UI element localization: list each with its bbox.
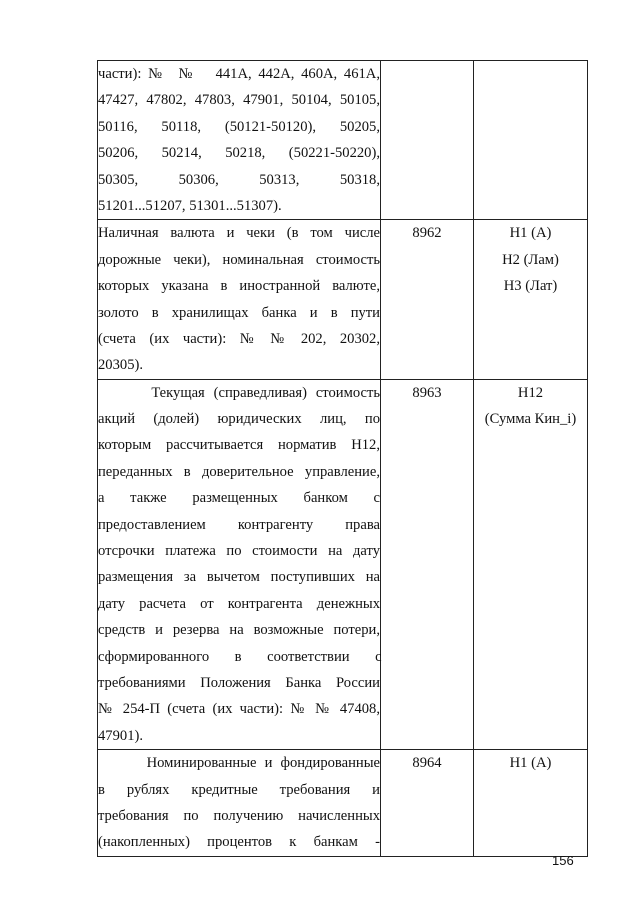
description-line: дорожные чеки), номинальная стоимость <box>98 251 380 268</box>
description-line: которым рассчитывается норматив Н12, <box>98 437 380 454</box>
description-line: сформированного в соответствии с <box>98 648 382 665</box>
description-line: № 254-П (счета (их части): № № 47408, <box>98 701 380 718</box>
code-cell <box>381 220 474 379</box>
description-line: золото в хранилищах банка и в пути <box>98 304 380 321</box>
table-row <box>98 750 588 857</box>
description-cell <box>98 220 381 379</box>
requirements-table <box>97 60 588 857</box>
indicator-cell <box>474 61 588 220</box>
description-line: 47427, 47802, 47803, 47901, 50104, 50105, <box>98 92 380 109</box>
description-line: (накопленных) процентов к банкам - <box>98 834 380 851</box>
description-line: переданных в доверительное управление, <box>98 463 380 480</box>
description-line: части): № № 441А, 442А, 460А, 461А, <box>98 66 380 82</box>
code-cell <box>381 379 474 749</box>
description-cell <box>98 379 381 749</box>
description-line: Наличная валюта и чеки (в том числе <box>98 225 380 242</box>
description-line: 47901). <box>98 727 143 744</box>
code-value: 8963 <box>412 384 442 401</box>
code-value: 8964 <box>412 755 442 772</box>
description-line: акций (долей) юридических лиц, по <box>98 411 380 428</box>
page-number: 156 <box>552 853 574 868</box>
description-line: 50206, 50214, 50218, (50221-50220), <box>98 145 380 162</box>
table-row <box>98 61 588 220</box>
indicator-cell <box>474 220 588 379</box>
description-line: 50305, 50306, 50313, 50318, <box>98 171 380 188</box>
table-row <box>98 379 588 749</box>
description-cell <box>98 61 381 220</box>
code-cell <box>381 61 474 220</box>
description-line: 50116, 50118, (50121-50120), 50205, <box>98 118 380 135</box>
description-line: отсрочки платежа по стоимости на дату <box>98 543 380 560</box>
description-line: предоставлением контрагенту права <box>98 516 380 533</box>
description-line: требованиями Положения Банка России <box>98 674 380 691</box>
description-line: размещения за вычетом поступивших на <box>98 569 380 586</box>
indicator-value: Н12 <box>517 384 544 401</box>
indicator-cell <box>474 379 588 749</box>
indicator-value: Н2 (Лам) <box>502 251 559 268</box>
indicator-cell <box>474 750 588 857</box>
description-line: в рублях кредитные требования и <box>98 781 380 798</box>
description-line: Номинированные и фондированные <box>98 755 380 772</box>
indicator-value: Н1 (А) <box>509 225 552 242</box>
description-line: а также размещенных банком с <box>98 490 380 507</box>
description-line: требования по получению начисленных <box>98 807 380 824</box>
description-line: (счета (их части): № № 202, 20302, <box>98 330 380 347</box>
description-line: средств и резерва на возможные потери, <box>98 622 380 639</box>
description-line: Текущая (справедливая) стоимость <box>98 384 380 401</box>
indicator-value: Н1 (А) <box>509 755 552 772</box>
description-line: 20305). <box>98 357 143 374</box>
description-line: дату расчета от контрагента денежных <box>98 595 380 612</box>
code-cell <box>381 750 474 857</box>
indicator-value: (Сумма Кин_i) <box>484 411 577 428</box>
table-row <box>98 220 588 379</box>
description-cell <box>98 750 381 857</box>
indicator-value: Н3 (Лат) <box>503 278 558 295</box>
table-body <box>98 61 588 857</box>
description-line: 51201...51207, 51301...51307). <box>98 197 282 214</box>
description-line: которых указана в иностранной валюте, <box>98 278 380 295</box>
code-value: 8962 <box>412 225 442 242</box>
